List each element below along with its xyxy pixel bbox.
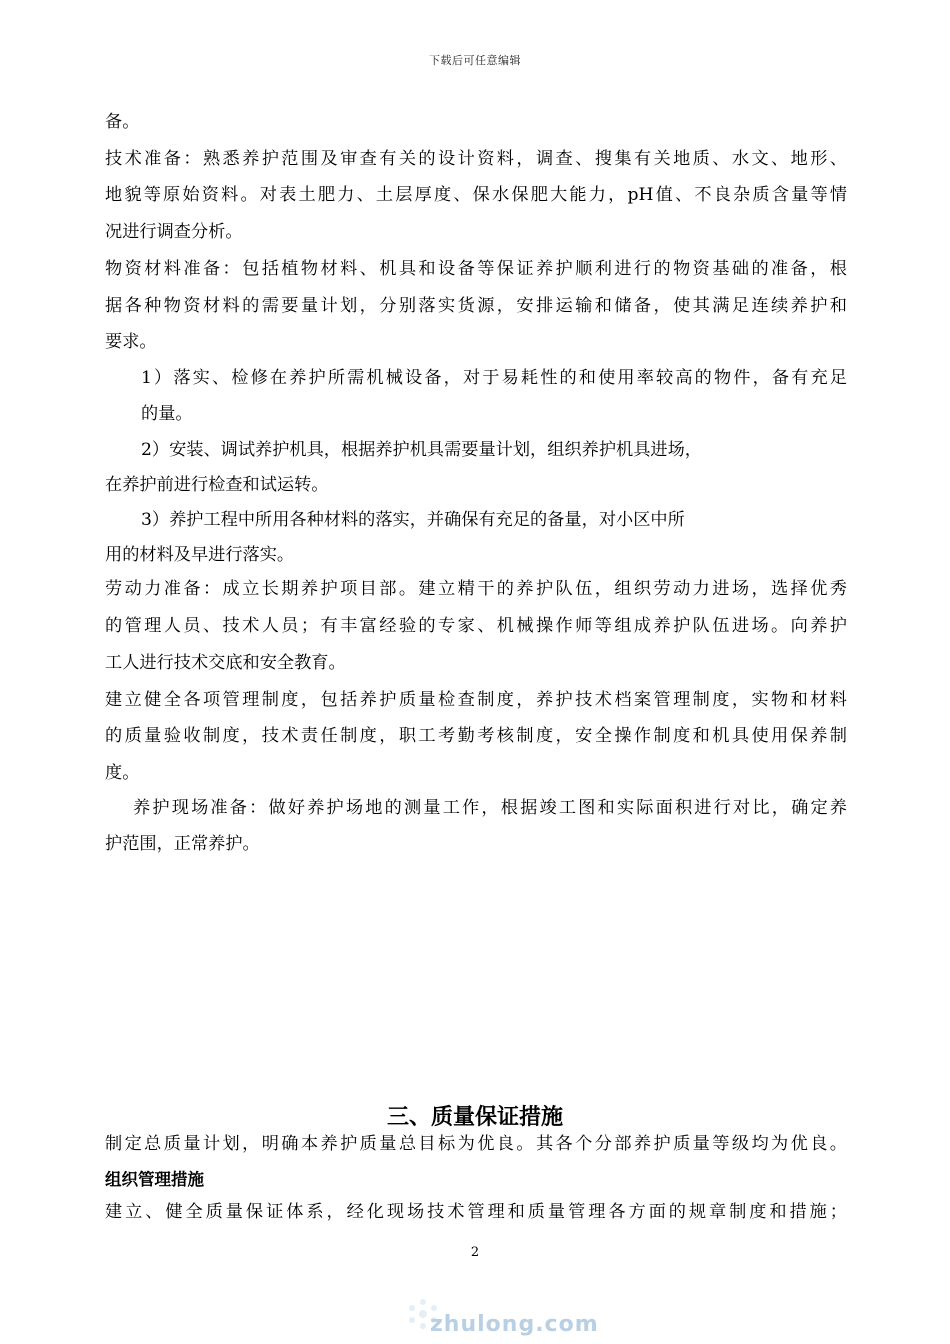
paragraph-line: 要求。 — [105, 332, 157, 352]
paragraph-line: 工人进行技术交底和安全教育。 — [105, 653, 346, 673]
paragraph-line: 的质量验收制度，技术责任制度，职工考勤考核制度，安全操作制度和机具使用保养制 — [105, 726, 847, 746]
page-number: 2 — [470, 1245, 480, 1260]
list-item: 3）养护工程中所用各种材料的落实，并确保有充足的备量，对小区中所 — [141, 510, 685, 530]
subheading: 组织管理措施 — [105, 1170, 204, 1189]
paragraph-line: 技术准备：熟悉养护范围及审查有关的设计资料，调查、搜集有关地质、水文、地形、 — [105, 149, 847, 169]
paragraph-line: 据各种物资材料的需要量计划，分别落实货源，安排运输和储备，使其满足连续养护和 — [105, 296, 847, 316]
list-item: 1）落实、检修在养护所需机械设备，对于易耗性的和使用率较高的物件，备有充足 — [141, 368, 847, 388]
paragraph-line: 度。 — [105, 763, 140, 783]
paragraph-line: 地貌等原始资料。对表土肥力、土层厚度、保水保肥大能力，pH值、不良杂质含量等情 — [105, 185, 847, 205]
list-item-continuation: 在养护前进行检查和试运转。 — [105, 475, 329, 495]
paragraph-line: 护范围，正常养护。 — [105, 834, 260, 854]
list-item: 2）安装、调试养护机具，根据养护机具需要量计划，组织养护机具进场， — [141, 440, 702, 460]
paragraph-line: 物资材料准备：包括植物材料、机具和设备等保证养护顺利进行的物资基础的准备，根 — [105, 259, 847, 279]
section-body: 建立、健全质量保证体系，经化现场技术管理和质量管理各方面的规章制度和措施； — [105, 1202, 847, 1222]
page-header: 下载后可任意编辑 — [429, 54, 521, 67]
section-title: 三、质量保证措施 — [386, 1105, 563, 1130]
paragraph-line: 况进行调查分析。 — [105, 222, 243, 242]
paragraph-line: 的管理人员、技术人员；有丰富经验的专家、机械操作师等组成养护队伍进场。向养护 — [105, 616, 847, 636]
paragraph-line: 建立健全各项管理制度，包括养护质量检查制度，养护技术档案管理制度，实物和材料 — [105, 690, 847, 710]
list-item-continuation: 的量。 — [141, 404, 193, 424]
paragraph-line: 备。 — [105, 112, 140, 132]
paragraph-line: 养护现场准备：做好养护场地的测量工作，根据竣工图和实际面积进行对比，确定养 — [133, 798, 847, 818]
paragraph-line: 劳动力准备：成立长期养护项目部。建立精干的养护队伍，组织劳动力进场，选择优秀 — [105, 579, 847, 599]
section-intro: 制定总质量计划，明确本养护质量总目标为优良。其各个分部养护质量等级均为优良。 — [105, 1134, 847, 1154]
watermark-text: zhulong.com — [430, 1312, 599, 1337]
list-item-continuation: 用的材料及早进行落实。 — [105, 545, 295, 565]
